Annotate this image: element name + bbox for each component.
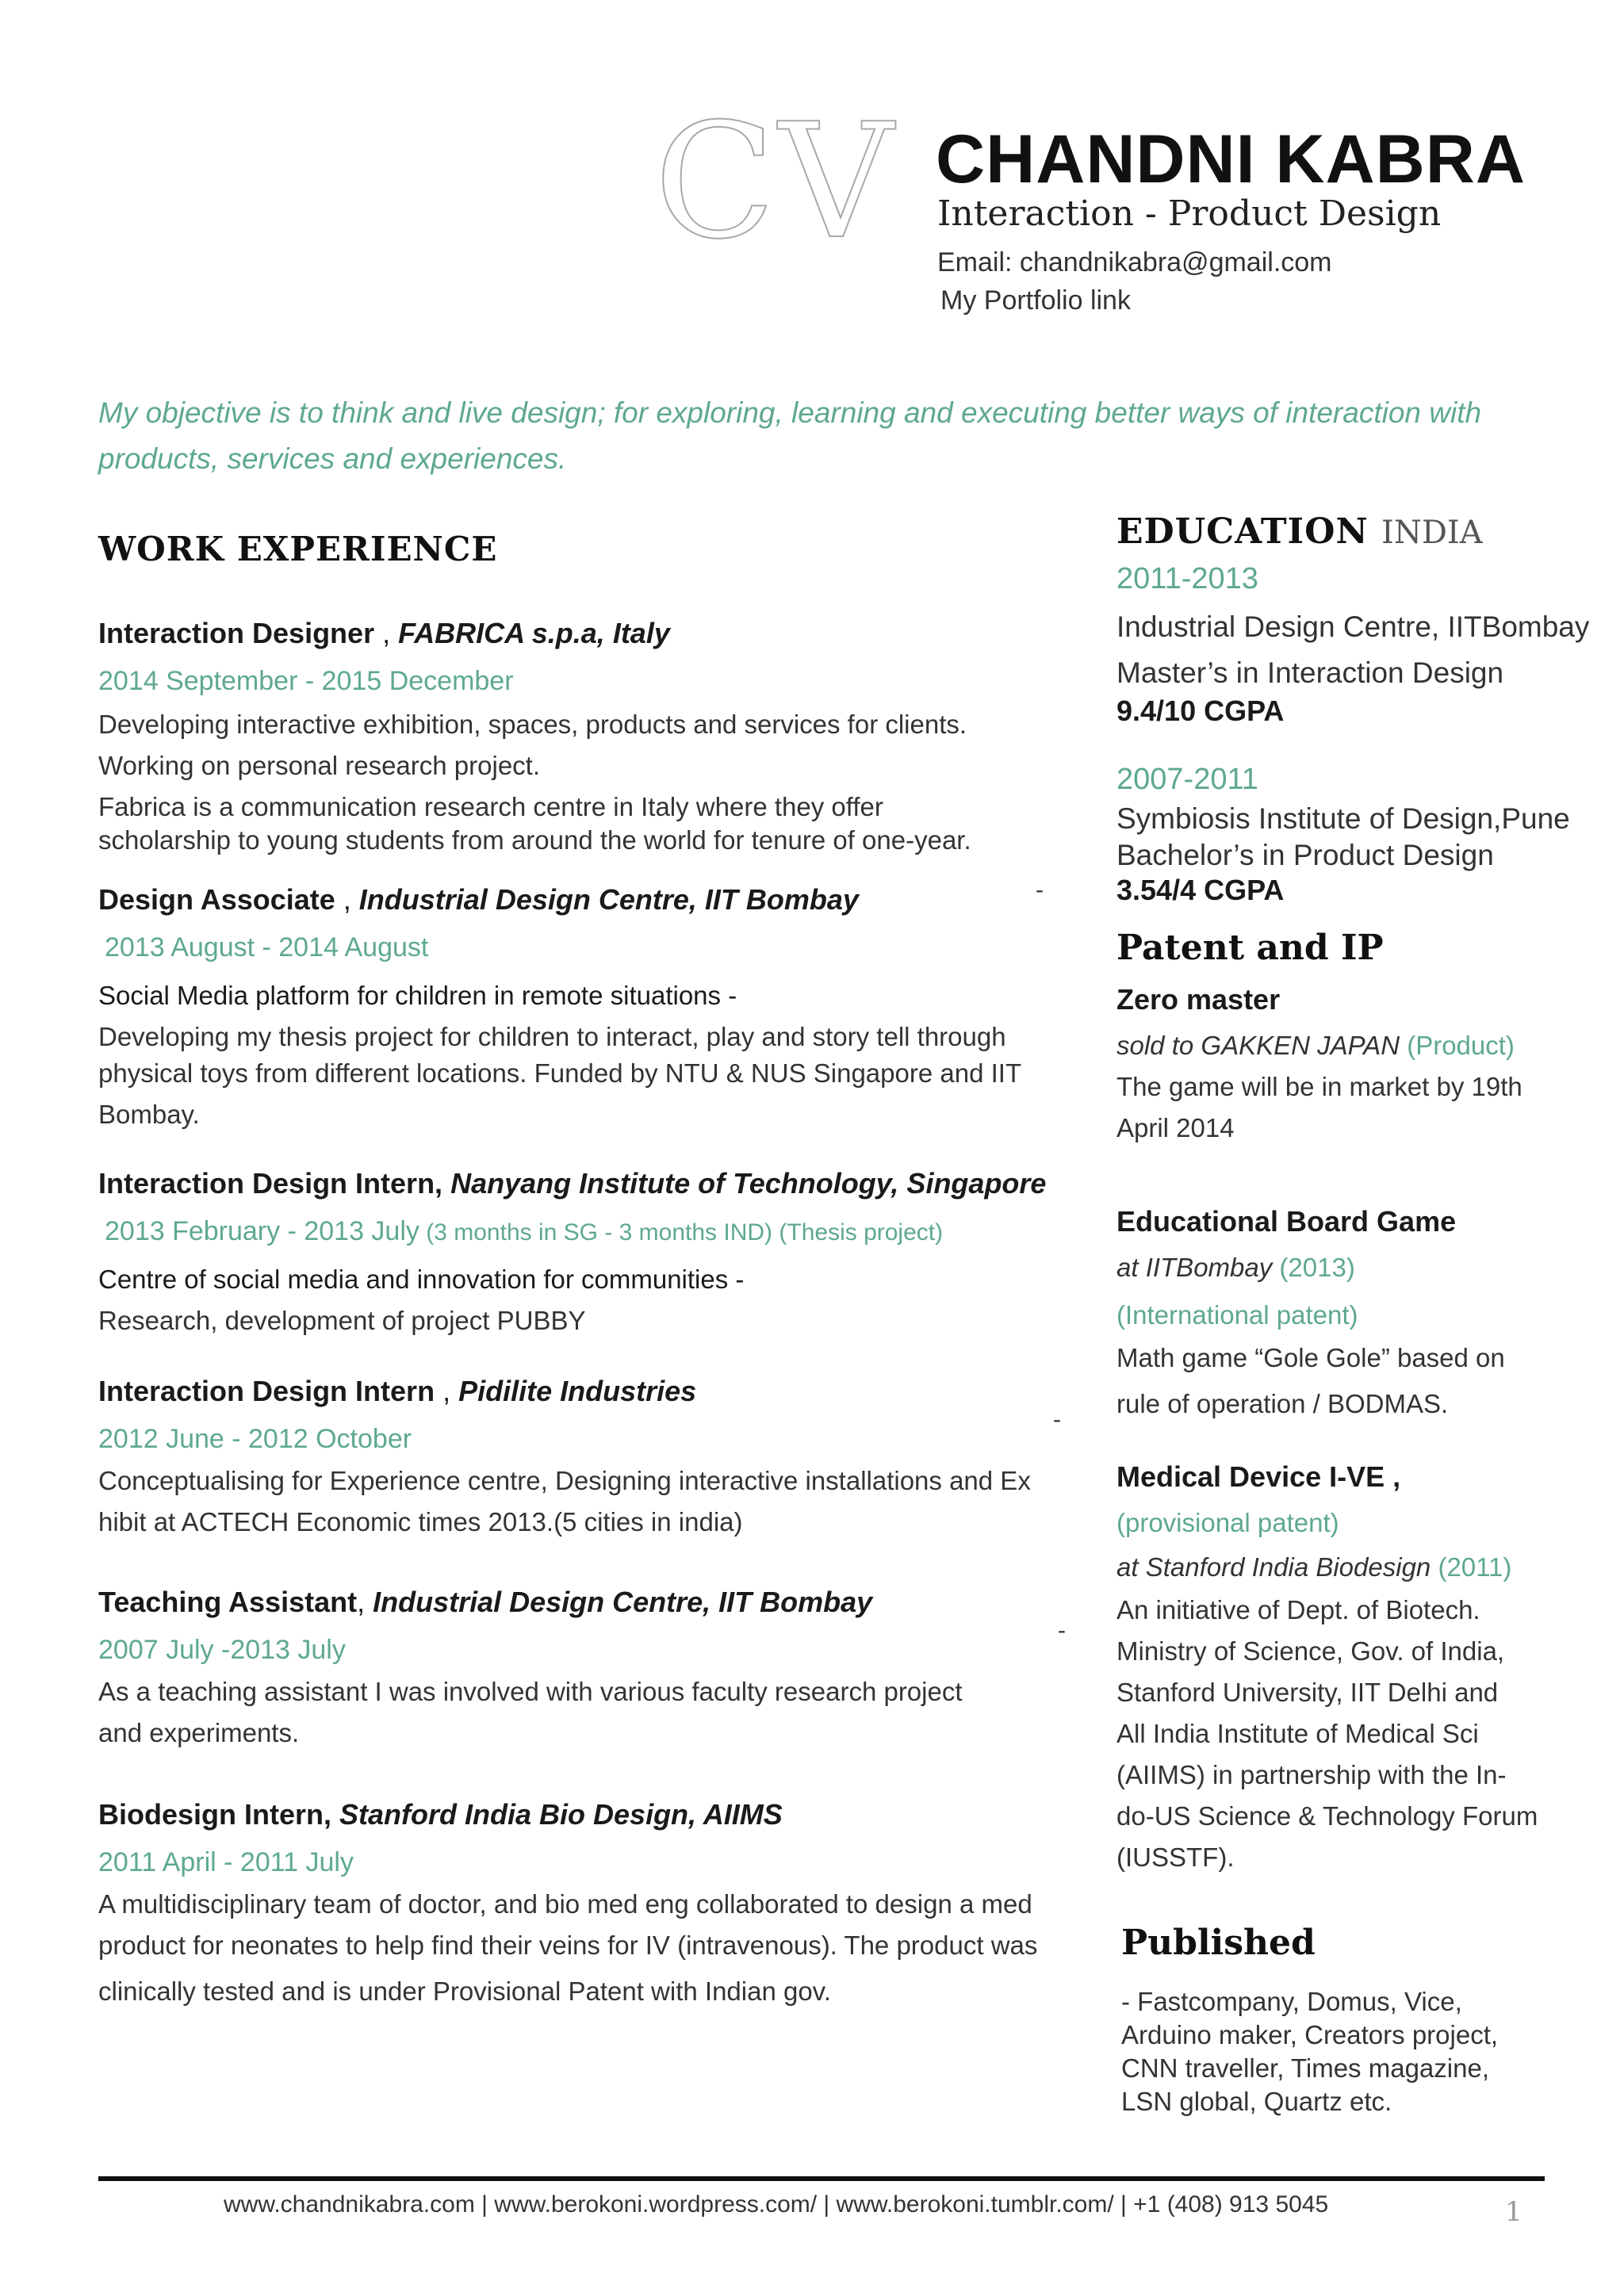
candidate-name: CHANDNI KABRA — [936, 121, 1526, 197]
education-heading — [1116, 511, 1483, 552]
patent-description-line: Ministry of Science, Gov. of India, — [1116, 1636, 1505, 1666]
education-grade: 9.4/10 CGPA — [1116, 695, 1285, 727]
job-title: Interaction Design Intern, — [98, 1167, 443, 1200]
job-separator: , — [435, 1375, 459, 1407]
education-degree: Bachelor’s in Product Design — [1116, 839, 1494, 871]
published-line: LSN global, Quartz etc. — [1121, 2087, 1392, 2116]
patent-meta — [1116, 1253, 1355, 1283]
job-heading — [98, 1167, 1046, 1200]
job-description-line: Conceptualising for Experience centre, Designing interactive installations and Ex — [98, 1466, 1031, 1495]
job-title: Biodesign Intern, — [98, 1798, 332, 1831]
job-dates: 2011 April - 2011 July — [98, 1847, 354, 1877]
patent-description-line: do-US Science & Technology Forum — [1116, 1801, 1538, 1831]
job-description-line: Bombay. — [98, 1100, 200, 1129]
patent-meta-year: (2013) — [1272, 1253, 1355, 1282]
email-line[interactable]: Email: chandnikabra@gmail.com — [937, 247, 1332, 277]
job-description-line: Developing my thesis project for children to interact, play and story tell through — [98, 1022, 1006, 1051]
patent-description-line: Math game “Gole Gole” based on — [1116, 1343, 1505, 1372]
footer-contact-links[interactable]: www.chandnikabra.com | www.berokoni.wordpress.com/ | www.berokoni.tumblr.com/ | +1 (408) 913 5045 — [224, 2191, 1329, 2218]
job-description-line: scholarship to young students from around the world for tenure of one-year. — [98, 825, 971, 855]
job-heading — [98, 1798, 783, 1831]
published-line: Arduino maker, Creators project, — [1121, 2020, 1499, 2049]
patent-description-line: (AIIMS) in partnership with the In- — [1116, 1760, 1507, 1789]
objective-statement: My objective is to think and live design; for exploring, learning and executing better ways of interaction with products, services and experiences. — [98, 396, 1482, 475]
published-heading: Published — [1121, 1923, 1316, 1963]
job-title: Design Associate — [98, 883, 335, 916]
patent-meta — [1116, 1031, 1515, 1061]
education-school: Symbiosis Institute of Design,Pune — [1116, 802, 1570, 835]
job-organization: Stanford India Bio Design, AIIMS — [339, 1798, 783, 1831]
patent-heading: Patent and IP — [1116, 928, 1384, 968]
job-description-line: physical toys from different locations. Funded by NTU & NUS Singapore and IIT — [98, 1058, 1022, 1088]
patent-title: Zero master — [1116, 983, 1281, 1016]
education-grade: 3.54/4 CGPA — [1116, 874, 1285, 906]
job-dates-note: (3 months in SG - 3 months IND) (Thesis project) — [419, 1219, 944, 1246]
job-organization: FABRICA s.p.a, Italy — [398, 617, 670, 649]
job-separator: , — [357, 1586, 373, 1618]
job-heading — [98, 883, 859, 916]
job-description-line: A multidisciplinary team of doctor, and bio med eng collaborated to design a med — [98, 1889, 1032, 1919]
cv-monogram: CV — [654, 90, 897, 274]
job-heading — [98, 1375, 696, 1408]
job-description-line: hibit at ACTECH Economic times 2013.(5 cities in india) — [98, 1507, 743, 1536]
patent-type: (International patent) — [1116, 1300, 1358, 1330]
portfolio-link[interactable]: My Portfolio link — [940, 285, 1131, 316]
job-description-line: Working on personal research project. — [98, 751, 541, 780]
job-heading — [98, 617, 670, 650]
patent-meta-detail: at Stanford India Biodesign — [1116, 1552, 1431, 1582]
job-heading — [98, 1586, 872, 1619]
dash-mark: - — [1036, 877, 1044, 903]
job-description-line: clinically tested and is under Provisional Patent with Indian gov. — [98, 1976, 831, 2006]
job-separator: , — [335, 883, 359, 916]
job-subheading: Social Media platform for children in remote situations - — [98, 981, 737, 1010]
published-line: - Fastcompany, Domus, Vice, — [1121, 1987, 1462, 2016]
job-separator — [331, 1798, 339, 1831]
job-organization: Pidilite Industries — [458, 1375, 697, 1407]
patent-description-line: Stanford University, IIT Delhi and — [1116, 1678, 1499, 1707]
education-heading-main: EDUCATION — [1116, 511, 1369, 552]
job-description-line: Research, development of project PUBBY — [98, 1306, 586, 1335]
education-years: 2007-2011 — [1116, 763, 1258, 796]
patent-description-line: The game will be in market by 19th — [1116, 1072, 1522, 1101]
published-line: CNN traveller, Times magazine, — [1121, 2053, 1489, 2083]
job-dates: 2007 July -2013 July — [98, 1635, 346, 1665]
dash-mark: - — [1058, 1617, 1066, 1644]
job-organization: Nanyang Institute of Technology, Singapore — [450, 1167, 1047, 1200]
patent-description-line: (IUSSTF). — [1116, 1843, 1235, 1872]
job-subheading: Centre of social media and innovation for communities - — [98, 1265, 745, 1294]
patent-meta — [1116, 1552, 1511, 1582]
patent-description-line: rule of operation / BODMAS. — [1116, 1389, 1449, 1418]
job-title: Interaction Design Intern — [98, 1375, 435, 1407]
education-school: Industrial Design Centre, IITBombay — [1116, 610, 1590, 643]
patent-description-line: An initiative of Dept. of Biotech. — [1116, 1595, 1480, 1624]
job-dates-range: 2013 February - 2013 July — [105, 1216, 419, 1246]
education-heading-country: INDIA — [1381, 515, 1483, 551]
patent-title: Medical Device I-VE , — [1116, 1460, 1401, 1493]
job-separator: , — [374, 617, 399, 649]
patent-meta-detail: sold to GAKKEN JAPAN — [1116, 1031, 1400, 1060]
job-separator — [442, 1167, 450, 1200]
job-dates: 2013 August - 2014 August — [105, 932, 429, 962]
patent-description-line: April 2014 — [1116, 1113, 1235, 1142]
candidate-role: Interaction - Product Design — [937, 193, 1442, 234]
job-dates: 2012 June - 2012 October — [98, 1424, 412, 1454]
job-title: Teaching Assistant — [98, 1586, 358, 1618]
patent-meta-type: (Product) — [1400, 1031, 1515, 1060]
patent-description-line: All India Institute of Medical Sci — [1116, 1719, 1479, 1748]
job-organization: Industrial Design Centre, IIT Bombay — [358, 883, 859, 916]
job-dates — [105, 1216, 943, 1247]
job-description-line: As a teaching assistant I was involved with various faculty research project — [98, 1677, 963, 1706]
job-description-line: product for neonates to help find their veins for IV (intravenous). The product was — [98, 1931, 1038, 1960]
patent-type: (provisional patent) — [1116, 1508, 1339, 1537]
job-description-line: Fabrica is a communication research centre in Italy where they offer — [98, 792, 883, 821]
job-description-line: Developing interactive exhibition, spaces, products and services for clients. — [98, 710, 967, 739]
work-experience-heading: WORK EXPERIENCE — [98, 530, 498, 568]
job-dates: 2014 September - 2015 December — [98, 666, 514, 696]
job-description-line: and experiments. — [98, 1718, 300, 1747]
job-organization: Industrial Design Centre, IIT Bombay — [373, 1586, 873, 1618]
page-number: 1 — [1505, 2196, 1522, 2228]
education-years: 2011-2013 — [1116, 562, 1258, 595]
patent-title: Educational Board Game — [1116, 1205, 1457, 1238]
patent-meta-detail: at IITBombay — [1116, 1253, 1273, 1282]
footer-rule — [98, 2176, 1545, 2181]
job-title: Interaction Designer — [98, 617, 375, 649]
dash-mark: - — [1053, 1406, 1061, 1433]
patent-meta-year: (2011) — [1431, 1552, 1512, 1582]
education-degree: Master’s in Interaction Design — [1116, 656, 1504, 689]
